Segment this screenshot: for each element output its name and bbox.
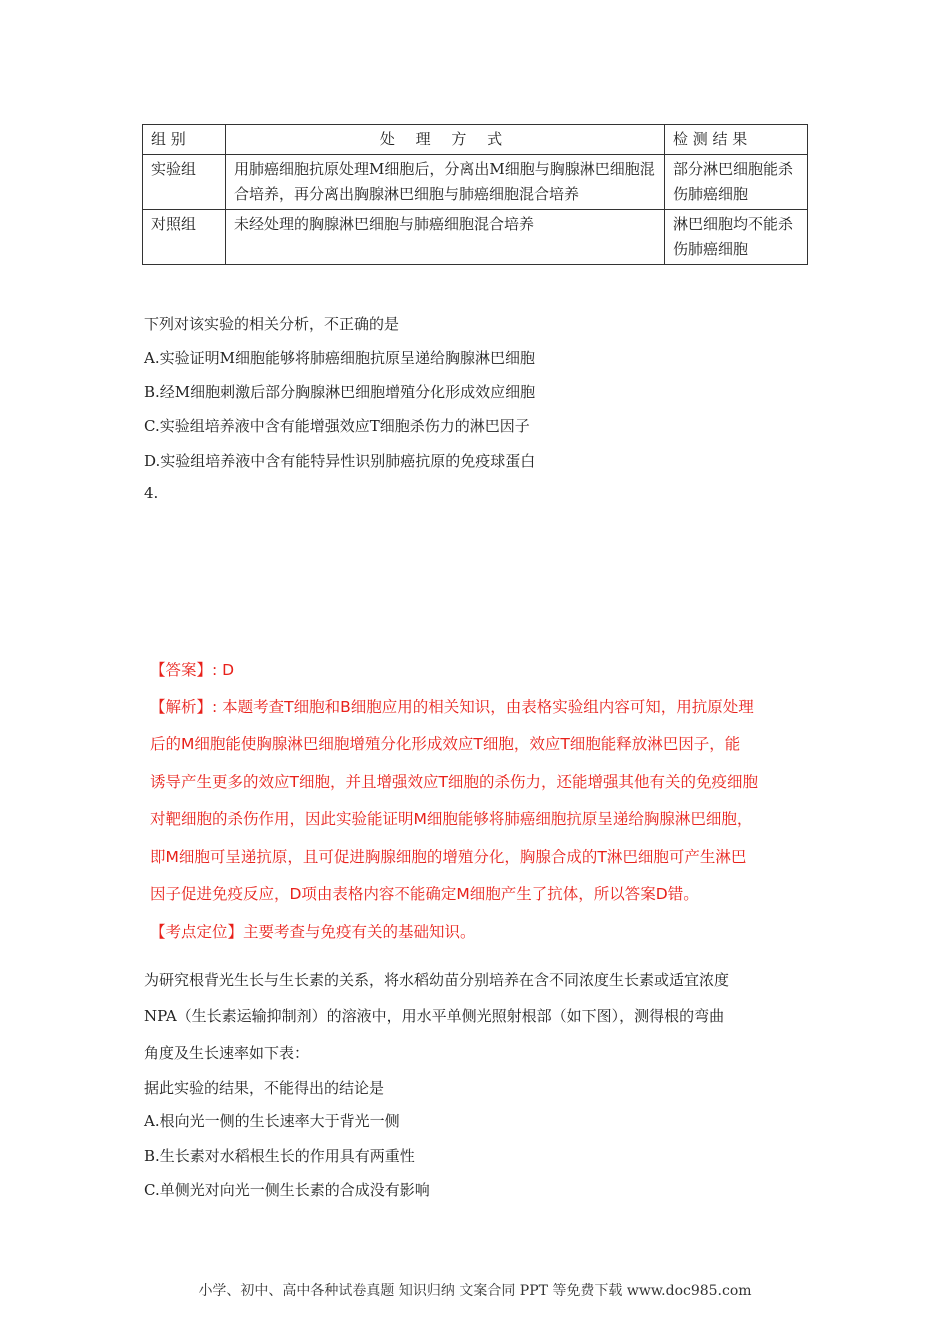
table-row — [143, 155, 808, 210]
header-result: 检 测 结 果 — [665, 125, 808, 155]
cell-group: 对照组 — [143, 210, 226, 265]
q4-stem-line: 角度及生长速率如下表： — [144, 1044, 310, 1062]
analysis-line: 【解析】: 本题考查T细胞和B细胞应用的相关知识，由表格实验组内容可知，用抗原处理 — [150, 698, 754, 716]
q4-question: 据此实验的结果，不能得出的结论是 — [144, 1079, 385, 1097]
q4-stem-line: NPA（生长素运输抑制剂）的溶液中，用水平单侧光照射根部（如下图），测得根的弯曲 — [144, 1007, 725, 1025]
question-stem: 下列对该实验的相关分析，不正确的是 — [144, 315, 400, 333]
q4-option-a: A.根向光一侧的生长速率大于背光一侧 — [144, 1112, 400, 1130]
question-number: 4. — [144, 484, 159, 502]
answer-line: 【答案】: D — [150, 661, 235, 679]
footer: 小学、初中、高中各种试卷真题 知识归纳 文案合同 PPT 等免费下载 www.doc985.com — [198, 1283, 752, 1299]
analysis-line: 后的M细胞能使胸腺淋巴细胞增殖分化形成效应T细胞，效应T细胞能释放淋巴因子，能 — [150, 735, 741, 753]
key-point: 【考点定位】主要考查与免疫有关的基础知识。 — [150, 923, 476, 941]
cell-group: 实验组 — [143, 155, 226, 210]
analysis-line: 对靶细胞的杀伤作用，因此实验能证明M细胞能够将肺癌细胞抗原呈递给胸腺淋巴细胞， — [150, 810, 753, 828]
table-header-row — [143, 125, 808, 155]
cell-result: 部分淋巴细胞能杀伤肺癌细胞 — [665, 155, 808, 210]
table-row — [143, 210, 808, 265]
q4-stem-line: 为研究根背光生长与生长素的关系，将水稻幼苗分别培养在含不同浓度生长素或适宜浓度 — [144, 971, 730, 989]
analysis-line: 诱导产生更多的效应T细胞，并且增强效应T细胞的杀伤力，还能增强其他有关的免疫细胞 — [150, 773, 758, 791]
analysis-line: 因子促进免疫反应，D项由表格内容不能确定M细胞产生了抗体，所以答案D错。 — [150, 885, 699, 903]
analysis-line: 即M细胞可呈递抗原，且可促进胸腺细胞的增殖分化，胸腺合成的T淋巴细胞可产生淋巴 — [150, 848, 747, 866]
q4-option-b: B.生长素对水稻根生长的作用具有两重性 — [144, 1147, 415, 1165]
cell-result: 淋巴细胞均不能杀伤肺癌细胞 — [665, 210, 808, 265]
option-b: B.经M细胞刺激后部分胸腺淋巴细胞增殖分化形成效应细胞 — [144, 383, 536, 401]
option-d: D.实验组培养液中含有能特异性识别肺癌抗原的免疫球蛋白 — [144, 452, 536, 470]
q4-option-c: C.单侧光对向光一侧生长素的合成没有影响 — [144, 1181, 430, 1199]
option-a: A.实验证明M细胞能够将肺癌细胞抗原呈递给胸腺淋巴细胞 — [144, 349, 535, 367]
experiment-table — [142, 124, 808, 265]
cell-method: 未经处理的胸腺淋巴细胞与肺癌细胞混合培养 — [226, 210, 665, 265]
option-c: C.实验组培养液中含有能增强效应T细胞杀伤力的淋巴因子 — [144, 417, 530, 435]
cell-method: 用肺癌细胞抗原处理M细胞后，分离出M细胞与胸腺淋巴细胞混合培养，再分离出胸腺淋巴细胞与肺癌细胞混合培养 — [226, 155, 665, 210]
header-method: 处 理 方 式 — [226, 125, 665, 155]
header-group: 组 别 — [143, 125, 226, 155]
